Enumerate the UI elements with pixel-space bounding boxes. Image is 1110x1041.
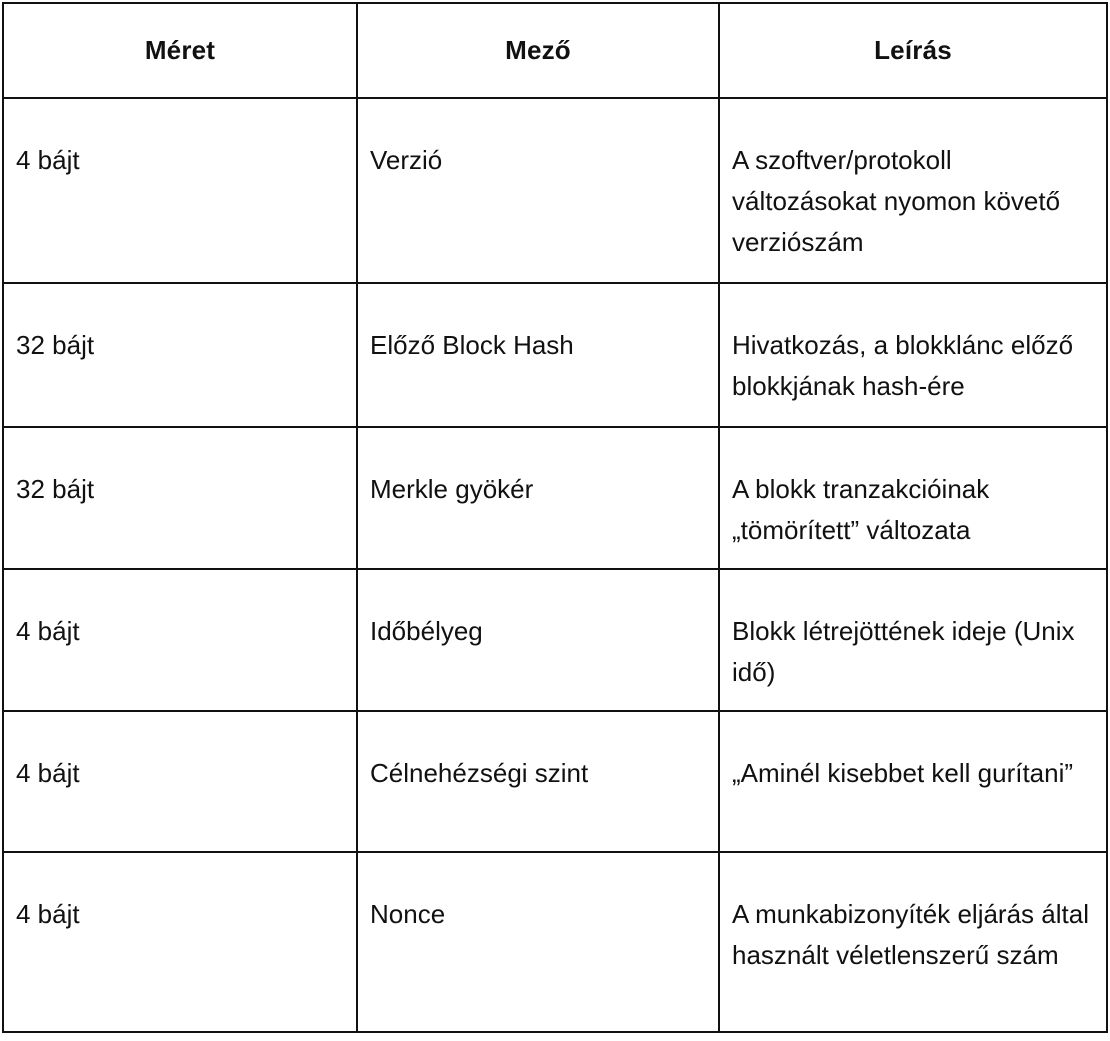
description-cell: „Aminél kisebbet kell gurítani” bbox=[719, 711, 1107, 852]
block-header-table bbox=[2, 2, 1108, 1033]
size-cell: 4 bájt bbox=[3, 98, 357, 283]
size-cell: 32 bájt bbox=[3, 427, 357, 569]
field-cell: Előző Block Hash bbox=[357, 283, 719, 427]
table-row bbox=[3, 98, 1107, 283]
field-cell: Verzió bbox=[357, 98, 719, 283]
size-cell: 4 bájt bbox=[3, 569, 357, 711]
size-cell: 32 bájt bbox=[3, 283, 357, 427]
header-field: Mező bbox=[357, 3, 719, 98]
table-row bbox=[3, 852, 1107, 1032]
size-cell: 4 bájt bbox=[3, 852, 357, 1032]
field-cell: Merkle gyökér bbox=[357, 427, 719, 569]
table-header-row bbox=[3, 3, 1107, 98]
description-cell: Hivatkozás, a blokklánc előző blokkjának hash-ére bbox=[719, 283, 1107, 427]
header-description: Leírás bbox=[719, 3, 1107, 98]
table-row bbox=[3, 569, 1107, 711]
table-row bbox=[3, 427, 1107, 569]
field-cell: Időbélyeg bbox=[357, 569, 719, 711]
table-row bbox=[3, 711, 1107, 852]
size-cell: 4 bájt bbox=[3, 711, 357, 852]
description-cell: Blokk létrejöttének ideje (Unix idő) bbox=[719, 569, 1107, 711]
description-cell: A blokk tranzakcióinak „tömörített” változata bbox=[719, 427, 1107, 569]
description-cell: A szoftver/protokoll változásokat nyomon követő verziószám bbox=[719, 98, 1107, 283]
table-row bbox=[3, 283, 1107, 427]
field-cell: Nonce bbox=[357, 852, 719, 1032]
description-cell: A munkabizonyíték eljárás által használt véletlenszerű szám bbox=[719, 852, 1107, 1032]
field-cell: Célnehézségi szint bbox=[357, 711, 719, 852]
header-size: Méret bbox=[3, 3, 357, 98]
